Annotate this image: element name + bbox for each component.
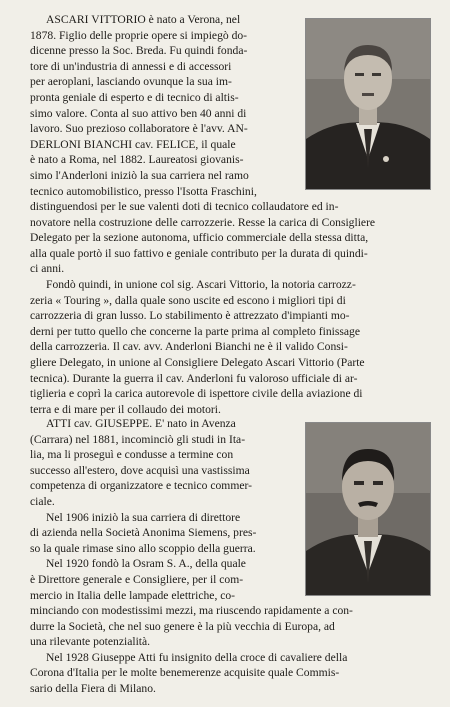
- text-line: una rilevante potenzialità.: [30, 635, 151, 649]
- text-line: mercio in Italia delle lampade elettriche, co-: [30, 588, 236, 602]
- text-line: derni per tutto quello che concerne la parte prima al completo finissage: [30, 324, 360, 338]
- text-line: sario della Fiera di Milano.: [30, 681, 156, 695]
- text-line: ci anni.: [30, 262, 65, 276]
- text-line: durre la Società, che nel suo genere è la più vecchia di Europa, ad: [30, 619, 335, 633]
- text-line: Delegato per la sezione autonoma, ufficio commerciale della stessa ditta,: [30, 231, 369, 245]
- text-line: lia, ma li proseguì e condusse a termine con: [30, 448, 234, 462]
- text-line: tore di un'industria di annessi e di accessori: [30, 59, 232, 73]
- text-line: so la quale rimase sino allo scoppio della guerra.: [30, 541, 256, 555]
- biography-atti-giuseppe: [30, 416, 302, 603]
- text-line: tecnico automobilistico, presso l'Isotta Fraschini,: [30, 184, 257, 198]
- text-line: Corona d'Italia per le molte benemerenze acquisite quale Commis-: [30, 666, 340, 680]
- text-line: tiglieria e coprì la carica autorevole di ispettore civile della aviazione di: [30, 387, 363, 401]
- portrait-atti-giuseppe: [305, 422, 431, 596]
- biography-ascari-anderloni-continued: [30, 199, 438, 417]
- text-line: pronta geniale di esperto e di tecnico di altis-: [30, 90, 239, 104]
- text-line: ciale.: [30, 494, 55, 508]
- text-line: Fondò quindi, in unione col sig. Ascari Vittorio, la notoria carrozz-: [46, 277, 356, 291]
- text-line: ASCARI VITTORIO è nato a Verona, nel: [46, 13, 241, 26]
- text-line: DERLONI BIANCHI cav. FELICE, il quale: [30, 137, 236, 151]
- text-line: minciando con modestissimi mezzi, ma riuscendo rapidamente a con-: [30, 604, 353, 617]
- text-line: simo valore. Conta al suo attivo ben 40 anni di: [30, 106, 247, 120]
- text-line: simo l'Anderloni iniziò la sua carriera nel ramo: [30, 168, 249, 182]
- text-line: dicenne presso la Soc. Breda. Fu quindi fonda-: [30, 44, 248, 58]
- text-line: alla quale portò il suo fattivo e geniale contributo per la durata di quindi-: [30, 246, 368, 260]
- text-line: gliere Delegato, in unione al Consigliere Delegato Ascari Vittorio (Parte: [30, 355, 365, 369]
- text-line: carrozzeria di gran lusso. Lo stabilimento è attrezzato d'impianti mo-: [30, 309, 350, 323]
- text-line: terra e di mare per il collaudo dei motori.: [30, 402, 221, 416]
- text-line: Nel 1928 Giuseppe Atti fu insignito della croce di cavaliere della: [46, 650, 348, 664]
- text-line: lavoro. Suo prezioso collaboratore è l'avv. AN-: [30, 122, 248, 136]
- text-line: è nato a Roma, nel 1882. Laureatosi giovanis-: [30, 153, 244, 167]
- portrait-ascari-vittorio: [305, 18, 431, 190]
- text-line: della carrozzeria. Il cav. avv. Anderloni Bianchi ne è il valido Consi-: [30, 340, 348, 354]
- text-line: tecnica). Durante la guerra il cav. Anderloni fu valoroso ufficiale di ar-: [30, 371, 358, 385]
- text-line: 1878. Figlio delle proprie opere si impiegò do-: [30, 28, 248, 42]
- text-line: successo all'estero, dove acquisì una vastissima: [30, 463, 250, 477]
- text-line: novatore nella costruzione delle carrozzerie. Resse la carica di Consigliere: [30, 215, 376, 229]
- biography-atti-giuseppe-continued: [30, 603, 438, 697]
- biography-ascari-anderloni: [30, 12, 302, 199]
- text-line: ATTI cav. GIUSEPPE. E' nato in Avenza: [46, 417, 236, 430]
- text-line: (Carrara) nel 1881, incominciò gli studi in Ita-: [30, 432, 246, 446]
- text-line: di azienda nella Società Anonima Siemens, pres-: [30, 526, 257, 540]
- text-line: competenza di organizzatore e tecnico commer-: [30, 479, 252, 493]
- text-line: Nel 1920 fondò la Osram S. A., della quale: [46, 557, 246, 571]
- text-line: Nel 1906 iniziò la sua carriera di direttore: [46, 510, 241, 524]
- text-line: distinguendosi per le sue valenti doti di tecnico collaudatore ed in-: [30, 200, 339, 213]
- text-line: zeria « Touring », dalla quale sono uscite ed escono i migliori tipi di: [30, 293, 346, 307]
- text-line: è Direttore generale e Consigliere, per il com-: [30, 572, 244, 586]
- text-line: per aeroplani, lasciando ovunque la sua im-: [30, 75, 232, 89]
